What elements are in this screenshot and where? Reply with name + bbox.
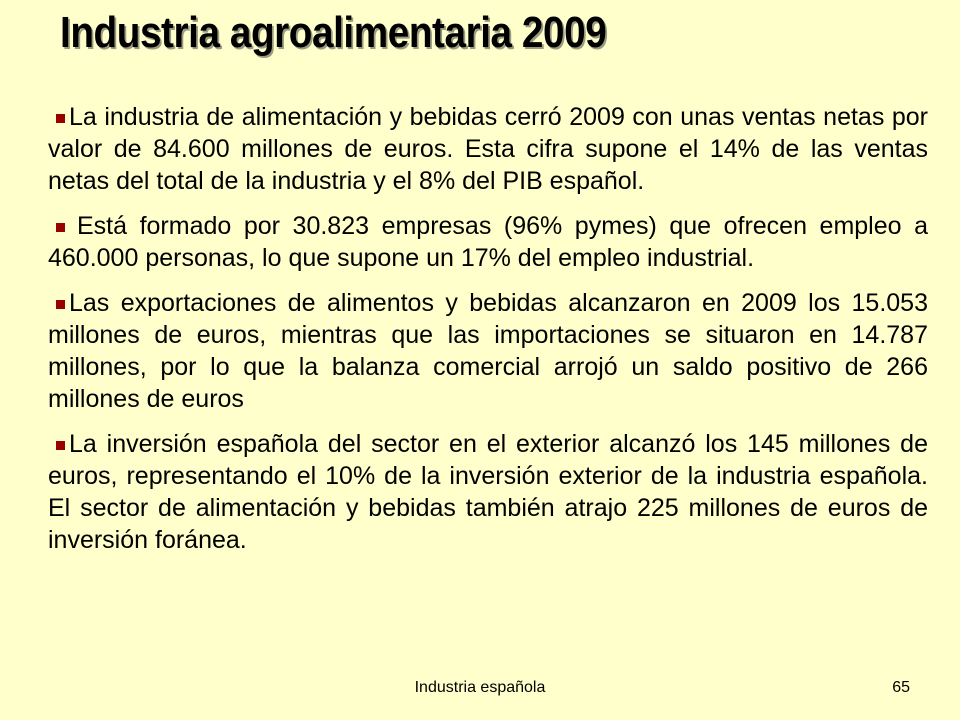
bullet-text: La industria de alimentación y bebidas cerró 2009 con unas ventas netas por valor de 84.600 millones de euros. Esta cifra supone el 14% de las ventas netas del total de la industria y el 8% del PIB español. [48,103,928,195]
square-bullet-icon [56,223,65,232]
square-bullet-icon [56,300,65,309]
slide-title: Industria agroalimentaria 2009 [60,8,607,57]
bullet-text: Está formado por 30.823 empresas (96% pymes) que ofrecen empleo a 460.000 personas, lo que supone un 17% del empleo industrial. [48,212,928,272]
square-bullet-icon [56,114,65,123]
bullet-list [48,101,928,569]
page-number: 65 [892,679,910,696]
bullet-item-companies [48,210,928,274]
bullet-text: La inversión española del sector en el exterior alcanzó los 145 millones de euros, representando el 10% de la inversión exterior de la industria española. El sector de alimentación y bebidas también atrajo 225 millones de euros de inversión foránea. [48,430,928,554]
square-bullet-icon [56,441,65,450]
footer-title: Industria española [414,679,546,696]
bullet-item-sales [48,101,928,197]
bullet-text: Las exportaciones de alimentos y bebidas alcanzaron en 2009 los 15.053 millones de euros, mientras que las importaciones se situaron en 14.787 millones, por lo que la balanza comercial arrojó un saldo positivo de 266 millones de euros [48,289,928,413]
bullet-item-exports [48,287,928,415]
bullet-item-investment [48,428,928,556]
